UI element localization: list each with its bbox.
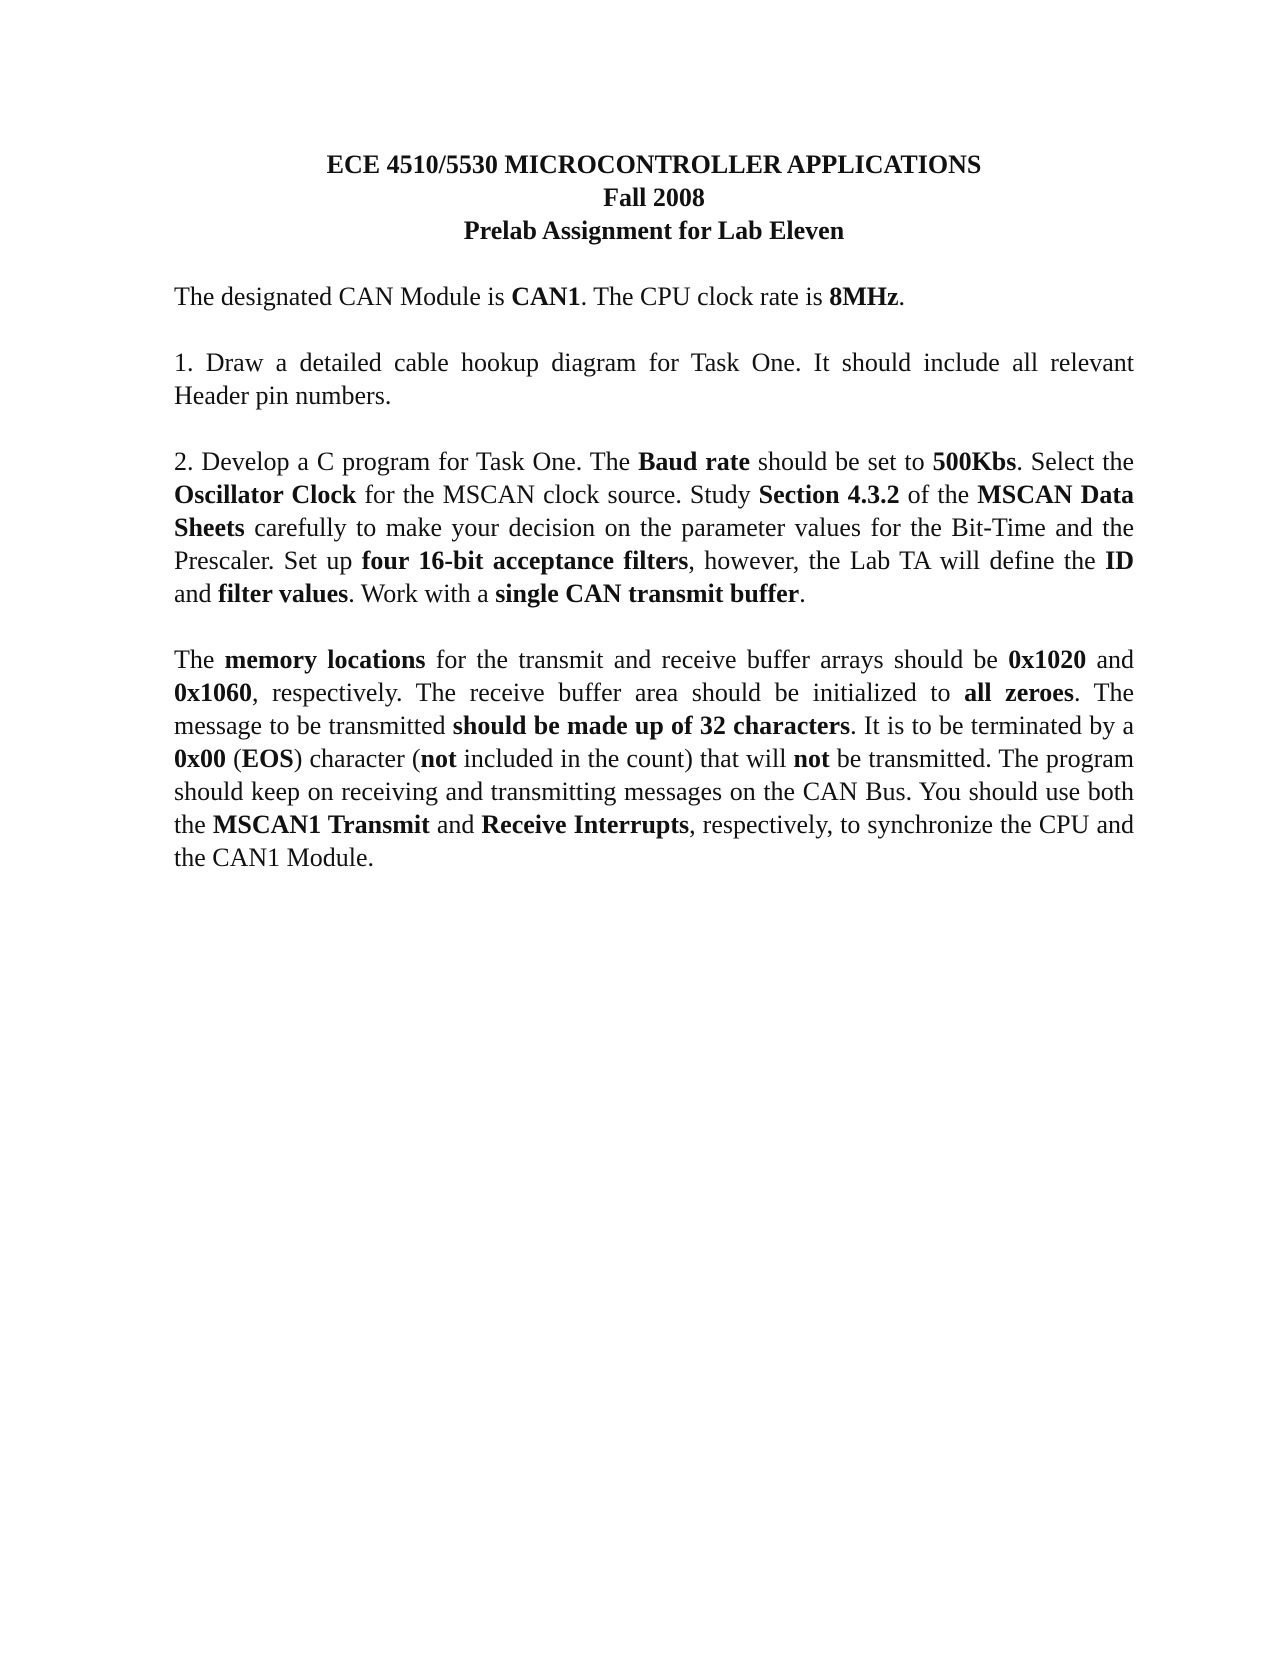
text-run: , respectively, to synchronize the CPU and the CAN1 Module.	[174, 810, 1134, 872]
text-run: . Select the	[1016, 447, 1134, 476]
bold-text-run: 0x00	[174, 744, 226, 773]
bold-text-run: MSCAN Data Sheets	[174, 480, 1135, 542]
text-run: and	[174, 579, 219, 608]
text-run: 1. Draw a detailed cable hookup diagram for Task One. It should include all relevant Header pin numbers.	[174, 348, 1134, 410]
text-run: , however, the Lab TA will define the	[688, 546, 1106, 575]
document-page	[174, 148, 1134, 874]
bold-text-run: all zeroes	[964, 678, 1074, 707]
document-header	[174, 148, 1134, 247]
text-run: 2. Develop a C program for Task One. The	[174, 447, 639, 476]
text-run: . Work with a	[348, 579, 496, 608]
bold-text-run: Baud rate	[638, 447, 751, 476]
text-run: . The message to be transmitted	[174, 678, 1135, 740]
bold-text-run: 0x1020	[1008, 645, 1087, 674]
bold-text-run: Oscillator Clock	[174, 480, 357, 509]
bold-text-run: Receive Interrupts	[481, 810, 690, 839]
text-run: . It is to be terminated by a	[850, 711, 1134, 740]
text-run: .	[898, 282, 906, 311]
text-run: for the transmit and receive buffer arrays should be	[425, 645, 1009, 674]
bold-text-run: 8MHz	[829, 282, 899, 311]
bold-text-run: single CAN transmit buffer	[495, 579, 800, 608]
assignment-title: Prelab Assignment for Lab Eleven	[463, 216, 845, 245]
bold-text-run: not	[420, 744, 457, 773]
text-run: ) character (	[293, 744, 421, 773]
text-run: (	[226, 744, 242, 773]
text-run: should be set to	[750, 447, 933, 476]
term: Fall 2008	[603, 183, 705, 212]
bold-text-run: four 16-bit acceptance filters	[361, 546, 689, 575]
bold-text-run: memory locations	[224, 645, 426, 674]
text-run: .	[799, 579, 806, 608]
bold-text-run: ID	[1105, 546, 1134, 575]
text-run: , respectively. The receive buffer area should be initialized to	[252, 678, 965, 707]
bold-text-run: CAN1	[511, 282, 581, 311]
bold-text-run: 500Kbs	[932, 447, 1017, 476]
text-run: The designated CAN Module is	[174, 282, 512, 311]
item-2-paragraph	[174, 445, 1134, 610]
text-run: be transmitted. The program should keep on receiving and transmitting messages on the CAN Bus. You should use both the	[174, 744, 1134, 839]
intro-paragraph	[174, 280, 1134, 313]
bold-text-run: filter values	[218, 579, 349, 608]
bold-text-run: not	[793, 744, 830, 773]
item-1-paragraph	[174, 346, 1134, 412]
text-run: The	[174, 645, 225, 674]
text-run: and	[429, 810, 482, 839]
bold-text-run: 0x1060	[174, 678, 252, 707]
bold-text-run: should be made up of 32 characters	[452, 711, 851, 740]
text-run: and	[1086, 645, 1134, 674]
memory-paragraph	[174, 643, 1134, 874]
text-run: . The CPU clock rate is	[580, 282, 830, 311]
bold-text-run: Section 4.3.2	[758, 480, 900, 509]
text-run: of the	[899, 480, 978, 509]
course-title: ECE 4510/5530 MICROCONTROLLER APPLICATIONS	[326, 150, 982, 179]
text-run: carefully to make your decision on the parameter values for the Bit-Time and the Prescaler. Set up	[174, 513, 1134, 575]
text-run: included in the count) that will	[456, 744, 794, 773]
bold-text-run: MSCAN1 Transmit	[212, 810, 430, 839]
bold-text-run: EOS	[241, 744, 294, 773]
text-run: for the MSCAN clock source. Study	[356, 480, 759, 509]
